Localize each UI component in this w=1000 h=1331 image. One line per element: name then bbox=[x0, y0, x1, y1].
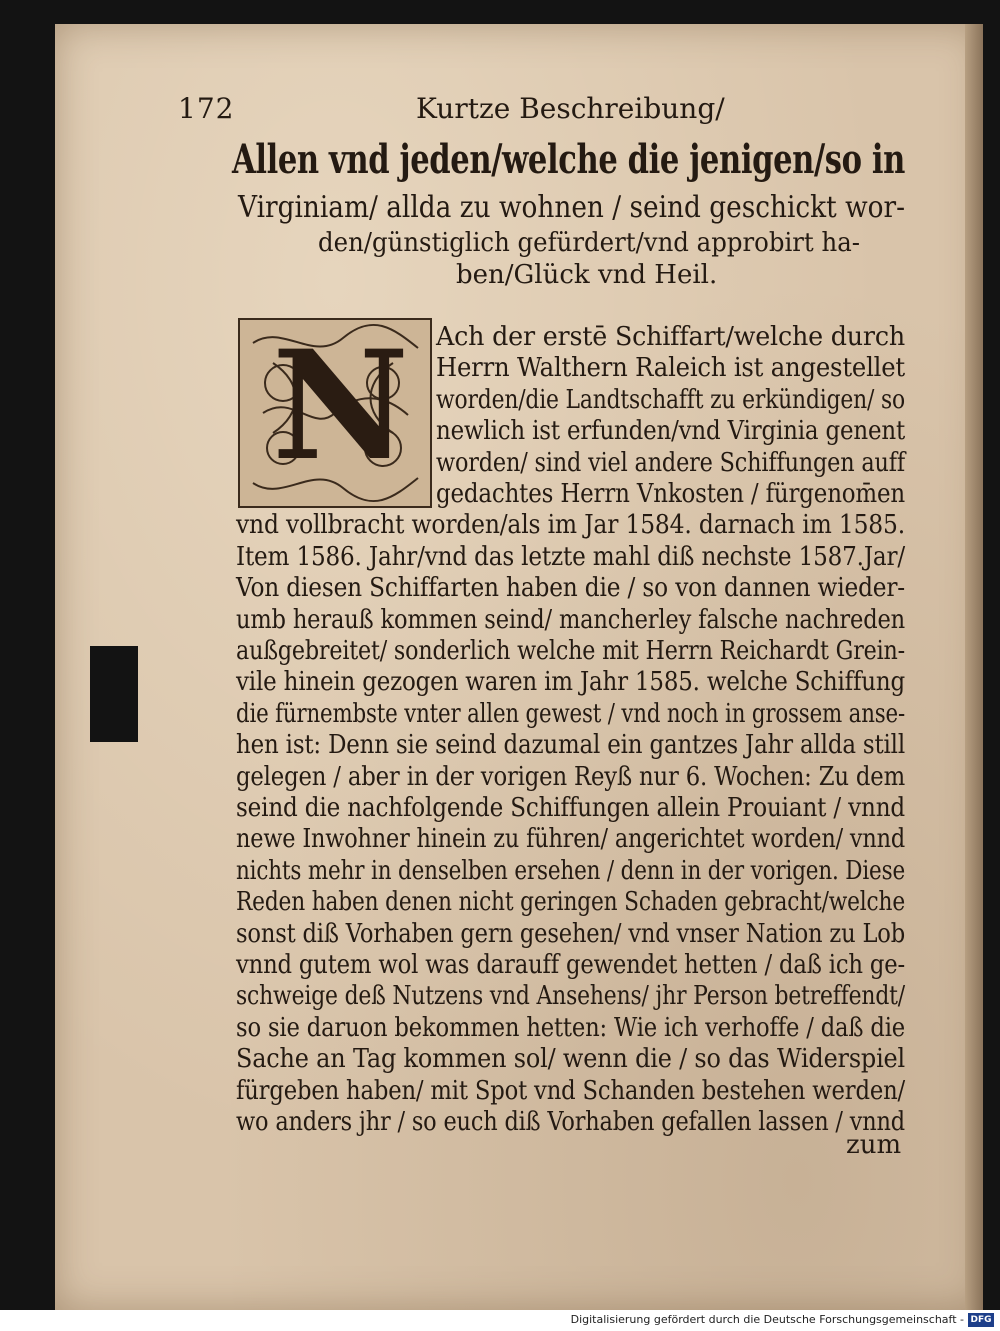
body-line: sonst diß Vorhaben gern gesehen/ vnd vnser Nation zu Lob bbox=[236, 918, 905, 949]
body-line: nichts mehr in denselben ersehen / denn in der vorigen. Diese bbox=[236, 855, 905, 886]
page-edge-notch bbox=[90, 646, 138, 742]
body-line: vnd vollbracht worden/als im Jar 1584. darnach im 1585. bbox=[236, 510, 905, 541]
footer-credit: Digitalisierung gefördert durch die Deutsche Forschungsgemeinschaft - bbox=[570, 1313, 964, 1326]
decorated-initial bbox=[238, 318, 432, 508]
heading-line-3: den/günstiglich gefürdert/vnd approbirt ha- bbox=[318, 228, 860, 258]
body-line: newe Inwohner hinein zu führen/ angerichtet worden/ vnnd bbox=[236, 824, 905, 855]
catchword: zum bbox=[846, 1130, 902, 1160]
body-line: vile hinein gezogen waren im Jahr 1585. welche Schiffung bbox=[236, 667, 905, 698]
body-line: newlich ist erfunden/vnd Virginia genent bbox=[436, 416, 905, 447]
body-line: Reden haben denen nicht geringen Schaden gebracht/welche bbox=[236, 887, 905, 918]
body-line: schweige deß Nutzens vnd Ansehens/ jhr Person betreffendt/ bbox=[236, 981, 905, 1012]
body-line: gedachtes Herrn Vnkosten / fürgenom̄en bbox=[436, 479, 905, 509]
body-line: gelegen / aber in der vorigen Reyß nur 6. Wochen: Zu dem bbox=[236, 761, 905, 792]
body-line: so sie daruon bekommen hetten: Wie ich verhoffe / daß die bbox=[236, 1012, 905, 1043]
page-number: 172 bbox=[178, 92, 235, 125]
initial-letter: N bbox=[272, 318, 410, 494]
body-line: umb herauß kommen seind/ mancherley falsche nachreden bbox=[236, 604, 905, 635]
body-line: fürgeben haben/ mit Spot vnd Schanden bestehen werden/ bbox=[236, 1075, 905, 1106]
body-line: vnnd gutem wol was darauff gewendet hetten / daß ich ge- bbox=[236, 950, 905, 980]
body-line: Sache an Tag kommen sol/ wenn die / so das Widerspiel bbox=[236, 1044, 905, 1075]
heading-line-2: Virginiam/ allda zu wohnen / seind geschickt wor- bbox=[238, 190, 905, 225]
body-line: worden/ sind viel andere Schiffungen auff bbox=[436, 447, 905, 478]
body-line: Herrn Walthern Raleich ist angestellet bbox=[436, 353, 905, 384]
body-line: Ach der erstē Schiffart/welche durch bbox=[436, 322, 905, 352]
body-line: seind die nachfolgende Schiffungen allein Prouiant / vnnd bbox=[236, 793, 905, 823]
heading-line-4: ben/Glück vnd Heil. bbox=[456, 260, 718, 290]
dfg-logo: DFG bbox=[968, 1313, 994, 1327]
body-line: Item 1586. Jahr/vnd das letzte mahl diß nechste 1587.Jar/ bbox=[236, 541, 905, 572]
heading-line-1: Allen vnd jeden/welche die jenigen/so in bbox=[232, 136, 905, 183]
footer-bar bbox=[0, 1310, 1000, 1331]
body-line: die fürnembste vnter allen gewest / vnd noch in grossem anse- bbox=[236, 698, 905, 729]
body-line: worden/die Landtschafft zu erkündigen/ so bbox=[436, 384, 905, 415]
body-line: außgebreitet/ sonderlich welche mit Herrn Reichardt Grein- bbox=[236, 636, 905, 666]
body-line: hen ist: Denn sie seind dazumal ein gantzes Jahr allda still bbox=[236, 730, 905, 761]
running-head: Kurtze Beschreibung/ bbox=[416, 92, 725, 125]
body-line: Von diesen Schiffarten haben die / so von dannen wieder- bbox=[236, 573, 905, 604]
page-spine-edge bbox=[965, 24, 983, 1310]
body-line: wo anders jhr / so euch diß Vorhaben gefallen lassen / vnnd bbox=[236, 1107, 905, 1137]
